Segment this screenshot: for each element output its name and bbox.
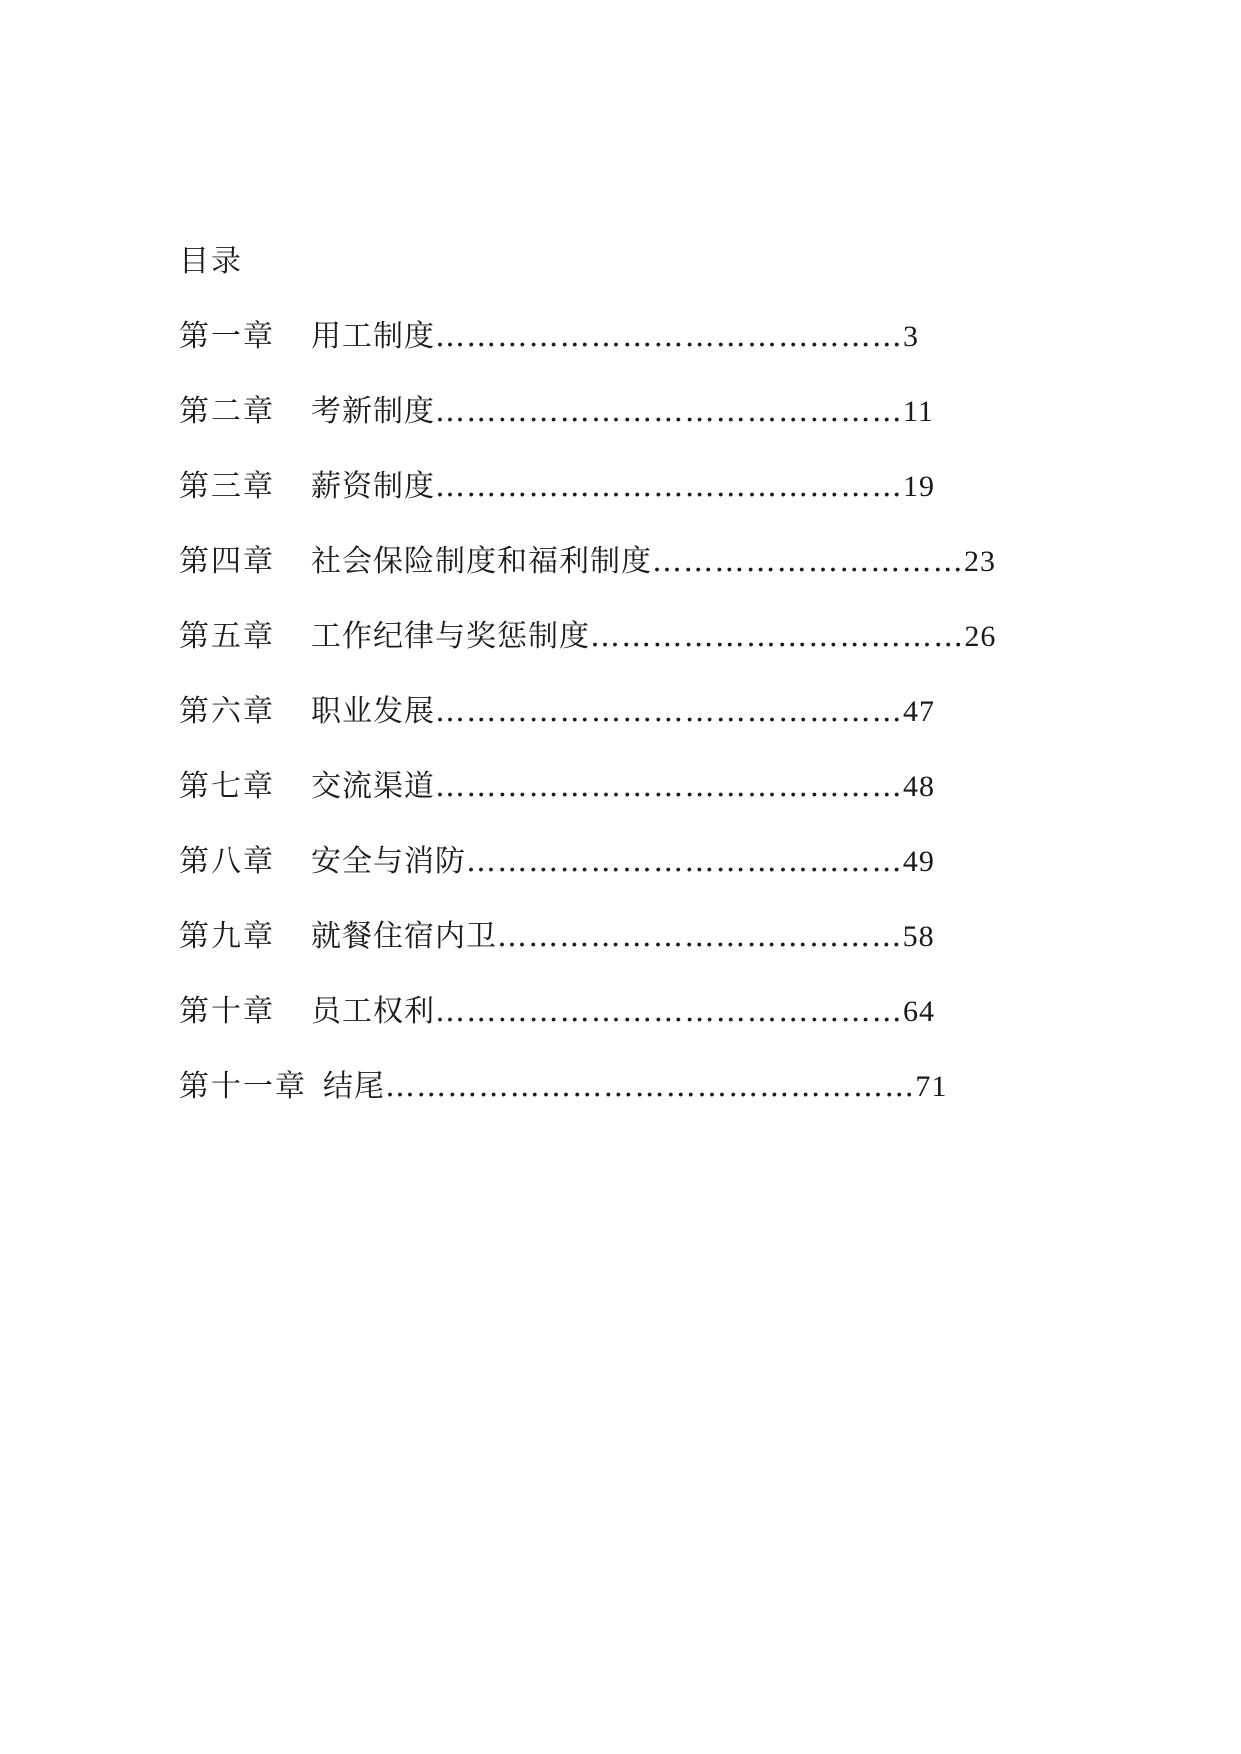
toc-entry-title: 交流渠道	[311, 769, 435, 804]
toc-entry-title: 结尾	[323, 1069, 385, 1104]
toc-chapter: 第五章	[179, 619, 275, 654]
toc-entry-title: 考新制度	[311, 394, 435, 429]
toc-chapter: 第九章	[179, 919, 275, 954]
toc-entry-4	[179, 542, 996, 617]
toc-page-number: 26	[964, 620, 997, 653]
toc-entry-title: 社会保险制度和福利制度	[311, 544, 652, 579]
toc-entry-title: 员工权利	[311, 994, 435, 1029]
toc-page-number: 58	[902, 920, 935, 953]
toc-chapter: 第八章	[179, 844, 275, 879]
toc-page-number: 48	[903, 770, 935, 803]
toc-leader: ……………………………………	[466, 844, 903, 879]
toc-entry-7	[179, 767, 996, 842]
toc-chapter: 第三章	[179, 469, 275, 504]
toc-leader: ………………………………………	[435, 994, 903, 1029]
toc-entry-5	[179, 617, 996, 692]
toc-entry-1	[179, 317, 996, 392]
toc-leader: ………………………………………	[435, 319, 903, 354]
toc-page-number: 64	[903, 995, 935, 1028]
toc-page-number: 11	[903, 395, 934, 428]
toc-entry-8	[179, 842, 996, 917]
toc-chapter: 第十一章	[179, 1069, 307, 1104]
toc-page-number: 47	[903, 695, 935, 728]
toc-page-number: 71	[915, 1070, 948, 1103]
toc-entry-title: 薪资制度	[311, 469, 435, 504]
toc-leader: ………………………………………	[435, 769, 903, 804]
toc-leader: ………………………………………	[435, 694, 903, 729]
toc-entry-6	[179, 692, 996, 767]
toc-leader: ………………………………………	[435, 394, 903, 429]
toc-entry-title: 用工制度	[311, 319, 435, 354]
toc-entry-title: 职业发展	[311, 694, 435, 729]
toc-entry-title: 工作纪律与奖惩制度	[311, 619, 590, 654]
toc-chapter: 第二章	[179, 394, 275, 429]
toc-entry-title: 就餐住宿内卫	[311, 919, 497, 954]
toc-chapter: 第十章	[179, 994, 275, 1029]
toc-entry-3	[179, 467, 996, 542]
toc-leader: ……………………………………………	[385, 1069, 916, 1104]
toc-page-number: 3	[903, 320, 919, 353]
toc-leader: …………………………	[652, 544, 964, 579]
toc-page-number: 23	[964, 545, 996, 578]
toc-chapter: 第六章	[179, 694, 275, 729]
toc-chapter: 第七章	[179, 769, 275, 804]
toc-leader: ………………………………………	[435, 469, 903, 504]
toc-page-number: 49	[902, 845, 935, 878]
toc-entry-10	[179, 992, 996, 1067]
toc-entry-11	[179, 1067, 996, 1142]
toc-entry-title: 安全与消防	[311, 844, 466, 879]
toc-leader: …………………………………	[497, 919, 903, 954]
toc-chapter: 第四章	[179, 544, 275, 579]
toc-entry-2	[179, 392, 996, 467]
toc-list	[179, 317, 996, 1142]
toc-entry-9	[179, 917, 996, 992]
toc-title: 目录	[179, 244, 243, 279]
toc-chapter: 第一章	[179, 319, 275, 354]
toc-leader: ………………………………	[590, 619, 965, 654]
toc-page-number: 19	[903, 470, 935, 503]
